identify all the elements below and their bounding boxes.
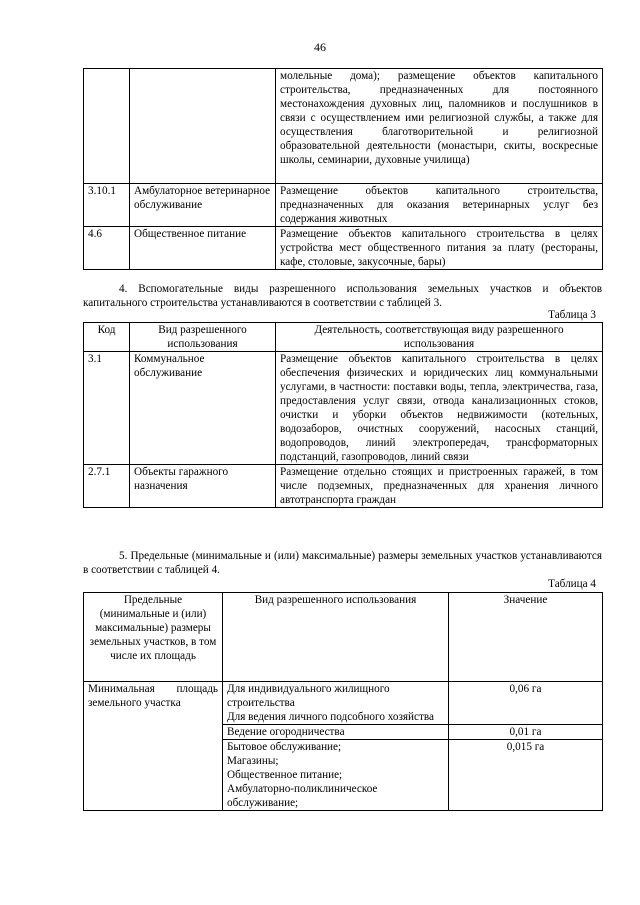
column-header: Код	[84, 323, 130, 352]
code-cell: 3.10.1	[84, 184, 130, 227]
table-row	[84, 465, 603, 508]
page-number: 46	[314, 40, 326, 54]
size-label-cell: Минимальная площадь земельного участка	[84, 682, 223, 811]
column-header: Вид разрешенного использования	[223, 593, 449, 682]
land-use-table-continuation	[83, 68, 603, 270]
code-cell: 4.6	[84, 227, 130, 270]
paragraph-4: 4. Вспомогательные виды разрешенного использования земельных участков и объектов капитального строительства устанавливаются в соответствии с таблицей 3.	[83, 283, 602, 309]
table-row	[84, 352, 603, 465]
value-cell: 0,01 га	[449, 725, 603, 740]
use-name-cell: Ведение огородничества	[223, 725, 449, 740]
description-cell: Размещение отдельно стоящих и пристроенных гаражей, в том числе подземных, предназначенных для хранения личного автотранспорта граждан	[276, 465, 603, 508]
value-cell: 0,06 га	[449, 682, 603, 725]
table-row	[84, 682, 603, 725]
table-row	[84, 227, 603, 270]
table-row	[84, 69, 603, 184]
column-header: Деятельность, соответствующая виду разрешенного использования	[276, 323, 603, 352]
table-header-row	[84, 593, 603, 682]
use-name-cell: Общественное питание	[130, 227, 276, 270]
plot-size-table	[83, 592, 603, 811]
table-row	[84, 184, 603, 227]
column-header: Значение	[449, 593, 603, 682]
use-name-cell: Объекты гаражного назначения	[130, 465, 276, 508]
table-header-row	[84, 323, 603, 352]
value-cell: 0,015 га	[449, 740, 603, 811]
table-4-caption: Таблица 4	[548, 578, 596, 590]
description-cell: Размещение объектов капитального строительства в целях обеспечения физических и юридических лиц коммунальными услугами, в частности: поставки воды, тепла, электричества, газа, предоставления услуг связи, отвода канализационных стоков, очистки и уборки объектов недвижимости (котельных, водозаборов, очистных сооружений, насосных станций, водопроводов, линий электропередач, трансформаторных подстанций, газопроводов, линий связи	[276, 352, 603, 465]
column-header: Вид разрешенного использования	[130, 323, 276, 352]
code-cell: 3.1	[84, 352, 130, 465]
paragraph-5: 5. Предельные (минимальные и (или) максимальные) размеры земельных участков устанавливаются в соответствии с таблицей 4.	[83, 550, 602, 576]
table-3-caption: Таблица 3	[548, 309, 596, 321]
code-cell	[84, 69, 130, 184]
use-name-cell: Бытовое обслуживание; Магазины; Общественное питание; Амбулаторно-поликлиническое обслуживание;	[223, 740, 449, 811]
use-name-cell: Коммунальное обслуживание	[130, 352, 276, 465]
description-cell: Размещение объектов капитального строительства в целях устройства мест общественного питания за плату (рестораны, кафе, столовые, закусочные, бары)	[276, 227, 603, 270]
use-name-cell: Амбулаторное ветеринарное обслуживание	[130, 184, 276, 227]
code-cell: 2.7.1	[84, 465, 130, 508]
description-cell: Размещение объектов капитального строительства, предназначенных для оказания ветеринарных услуг без содержания животных	[276, 184, 603, 227]
use-name-cell: Для индивидуального жилищного строительства Для ведения личного подсобного хозяйства	[223, 682, 449, 725]
use-name-cell	[130, 69, 276, 184]
description-cell: молельные дома); размещение объектов капитального строительства, предназначенных для постоянного местонахождения духовных лиц, паломников и послушников в связи с осуществлением ими религиозной службы, а также для осуществления благотворительной и религиозной образовательной деятельности (монастыри, скиты, воскресные школы, семинарии, духовные училища)	[276, 69, 603, 184]
column-header: Предельные (минимальные и (или) максимальные) размеры земельных участков, в том числе их площадь	[84, 593, 223, 682]
auxiliary-use-table	[83, 322, 603, 508]
